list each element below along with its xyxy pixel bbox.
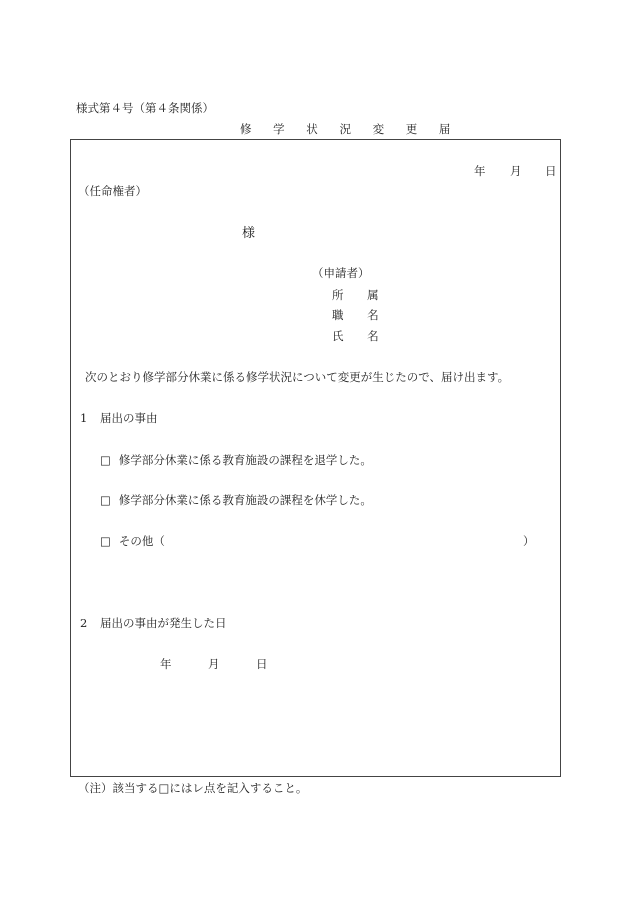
footnote: （注）該当する□にはレ点を記入すること。 [78, 781, 308, 795]
position-label: 職 名 [332, 308, 389, 322]
checkbox-other[interactable]: □ [100, 534, 111, 548]
affiliation-label: 所 属 [332, 288, 389, 302]
option-withdrawal-text: 修学部分休業に係る教育施設の課程を退学した。 [118, 453, 372, 467]
section1-label: 届出の事由 [100, 411, 158, 425]
honorific-sama: 様 [242, 226, 256, 241]
checkbox-leave[interactable]: □ [100, 493, 111, 507]
document-title: 修 学 状 況 変 更 届 [240, 122, 460, 136]
checkbox-withdrawal[interactable]: □ [100, 453, 111, 467]
header-year: 年 [474, 164, 486, 178]
option-withdrawal[interactable] [100, 455, 372, 467]
statement-text: 次のとおり修学部分休業に係る修学状況について変更が生じたので、届け出ます。 [85, 370, 510, 384]
option-other-text: その他（ [118, 534, 165, 548]
section2-number: 2 [80, 616, 88, 630]
option-leave[interactable] [100, 495, 372, 507]
name-label: 氏 名 [332, 329, 389, 343]
option-other[interactable] [100, 536, 165, 548]
occurrence-day: 日 [256, 657, 268, 671]
header-month: 月 [510, 164, 522, 178]
option-leave-text: 修学部分休業に係る教育施設の課程を休学した。 [118, 493, 372, 507]
occurrence-year: 年 [160, 657, 172, 671]
applicant-label: （申請者） [312, 266, 370, 280]
header-day: 日 [545, 164, 557, 178]
occurrence-month: 月 [208, 657, 220, 671]
form-number: 様式第４号（第４条関係） [76, 101, 214, 115]
appointer-label: （任命権者） [78, 184, 147, 198]
section1-number: 1 [80, 411, 88, 425]
other-close-paren: ） [523, 534, 535, 548]
section2-label: 届出の事由が発生した日 [100, 616, 227, 630]
